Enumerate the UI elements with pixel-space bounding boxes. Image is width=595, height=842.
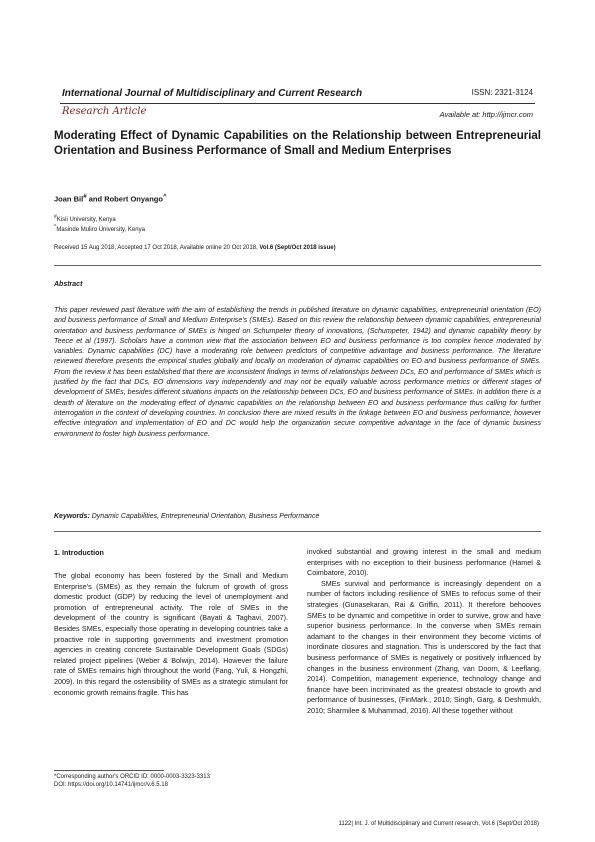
intro-paragraph-right-2: SMEs survival and performance is increasingly dependent on a number of factors including resilience of SMEs to refocus some of their strategies (Gunasekaran, Rai & Griffin, 2011). It therefore behooves SMEs to be dynamic and competitive in order to survive, grow and have superior business performance. In the converse when SMEs remain adamant to the changes in their environment they become victims of inordinate closures and stagnation. This is underscored by the fact that business performance of SMEs is negatively or positively influenced by changes in the business environment (Zhang, van Doorn, & Leeflang, 2014). Competition, management experience, technology change and finance have been incriminated as the greatest obstacle to growth and performance of businesses, (FinMark., 2010; Singh, Garg, & Deshmukh, 2010; Sharmilee & Muhammad, 2016). All these together without bbox=[307, 578, 541, 715]
intro-heading: 1. Introduction bbox=[54, 548, 104, 557]
footnote-doi: DOI: https://doi.org/10.14741/ijmcr/v.6.5.18 bbox=[54, 782, 168, 788]
received-line bbox=[54, 245, 336, 251]
affiliation-1-mark: # bbox=[54, 214, 57, 220]
author-2-mark: ^ bbox=[162, 193, 167, 200]
affiliation-2-mark: ^ bbox=[54, 224, 57, 230]
intro-paragraph-left: The global economy has been fostered by the Small and Medium Enterprise's (SMEs) as they remain the fulcrum of growth of gross domestic product (GDP) by reducing the level of unemployment and promotion of entrepreneurial activity. The role of SMEs in the development of the country is significant (Bayati & Taghavi, 2007). Besides SMEs, especially those operating in developing countries take a proactive role in supporting governments and investment promotion agencies in creating concrete Sustainable Development Goals (SDGs) related project pipelines (Weber & Bolwijn, 2014). However the failure rate of SMEs remains high throughout the world (Fang, Yuli, & Hongzhi, 2009). In this regard the ostensibility of SMEs as a strategic stimulant for economic growth remains fragile. This has bbox=[54, 571, 288, 697]
page-footer: 1122| Int. J. of Multidisciplinary and Current research, Vol.6 (Sept/Oct 2018) bbox=[338, 821, 539, 827]
affiliation-1 bbox=[54, 214, 116, 223]
intro-paragraph-right-1: invoked substantial and growing interest in the small and medium enterprises with no exception to their business performance (Hamel & Coimbatore, 2010). bbox=[307, 547, 541, 578]
author-joiner: and bbox=[86, 194, 105, 204]
issn: ISSN: 2321-3124 bbox=[471, 88, 533, 97]
journal-title: International Journal of Multidisciplinary and Current Research bbox=[62, 88, 363, 99]
right-column bbox=[307, 547, 541, 717]
keywords-text: Dynamic Capabilities, Entrepreneurial Orientation, Business Performance bbox=[89, 513, 320, 520]
author-1-mark: # bbox=[83, 193, 87, 200]
header-rule bbox=[60, 103, 535, 104]
affiliation-2 bbox=[54, 224, 145, 233]
paper-title: Moderating Effect of Dynamic Capabilities on the Relationship between Entrepreneurial Orientation and Business Performance of Small and Medium Enterprises bbox=[54, 130, 541, 157]
affiliation-2-text: Masinde Muliro University, Kenya bbox=[56, 227, 145, 233]
affiliation-1-text: Kisii University, Kenya bbox=[56, 217, 116, 223]
author-1: Joan Bil bbox=[54, 194, 84, 204]
abstract-heading: Abstract bbox=[54, 281, 83, 288]
rule-bottom bbox=[54, 531, 541, 532]
authors bbox=[54, 193, 167, 204]
received-dates: Received 15 Aug 2018, Accepted 17 Oct 2018, Available online 20 Oct 2018, bbox=[54, 245, 260, 251]
keywords-label: Keywords: bbox=[54, 513, 90, 520]
available-at: Available at: http://ijmcr.com bbox=[439, 110, 533, 119]
author-2: Robert Onyango bbox=[104, 194, 163, 204]
footnote-orcid: *Corresponding author's ORCID ID: 0000-0003-3323-3313 bbox=[54, 774, 210, 780]
footnote-rule bbox=[54, 770, 164, 771]
volume-issue: Vol.6 (Sept/Oct 2018 issue) bbox=[259, 245, 336, 251]
rule-top bbox=[54, 265, 541, 266]
keywords bbox=[54, 513, 319, 520]
left-column bbox=[54, 571, 288, 698]
abstract-body: This paper reviewed past literature with the aim of establishing the trends in published literature on dynamic capabilities, entrepreneurial orientation (EO) and business performance of Small and Medium Enterprise's (SMEs). Based on this review the relationship between dynamic capabilities, entrepreneurial orientation and business performance of SMEs is hinged on Schumpeter theory of innovations, (Schumpeter, 1942) and dynamic capability theory by Teece et al (1997). Scholars have a common view that the association between EO and business performance is too complex hence moderated by variables. Dynamic capabilities (DC) have a moderating role between predictors of competitive advantage and business performance. The literature reviewed therefore presents the empirical studies globally and locally on moderation of dynamic capabilities on EO and business performance of SMEs. From the review it has been established that there are inconsistent findings in terms of relationships between DCs, EO and performance of SMEs which is justified by the fact that DCs, EO dimensions vary independently and may not be equally valuable across performance metrics or different stages of development of SMEs, besides different situations impacts on the relationship between DCs, EO and business performance of SMEs. In addition there is a dearth of literature on the moderating effect of dynamic capabilities on the relationship between EO and business performance thus calling for further interrogation in the context of developing countries. In conclusion there are mixed results in the linkage between EO and business performance, however effective integration and implementation of EO and DC would help the organization secure competitive advantage in the face of dynamic business environment to foster high business performance. bbox=[54, 306, 541, 438]
research-article-label: Research Article bbox=[62, 106, 147, 117]
